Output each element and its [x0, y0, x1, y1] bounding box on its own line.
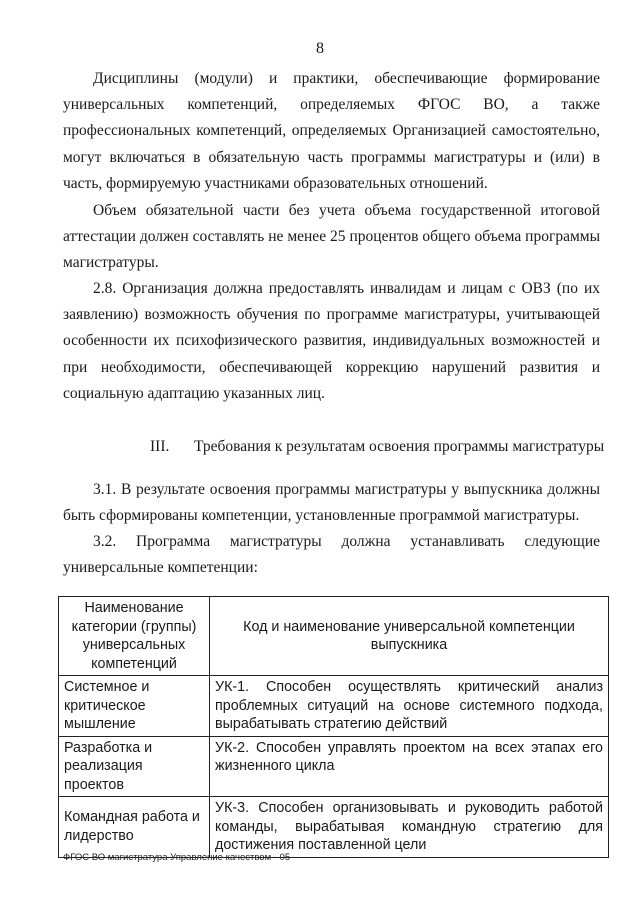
table-row [59, 797, 609, 858]
paragraph-2-8 [63, 276, 600, 407]
row-category: Системное и критическое мышление [59, 676, 210, 737]
paragraph-3-1 [63, 477, 600, 529]
competencies-table [58, 596, 609, 858]
row-competency: УК-1. Способен осуществлять критический анализ проблемных ситуаций на основе системного подхода, вырабатывать стратегию действий [210, 676, 609, 737]
paragraph-mandatory-part [63, 198, 600, 277]
section-heading [150, 438, 604, 456]
header-code: Код и наименование универсальной компетенции выпускника [210, 597, 609, 676]
section-title: Требования к результатам освоения программы магистратуры [194, 438, 605, 455]
paragraph-text: 3.1. В результате освоения программы магистратуры у выпускника должны быть сформированы компетенции, установленные программой магистратуры. [63, 481, 600, 525]
table-row [59, 736, 609, 797]
row-competency: УК-2. Способен управлять проектом на всех этапах его жизненного цикла [210, 736, 609, 797]
paragraph-text: Объем обязательной части без учета объема государственной итоговой аттестации должен составлять не менее 25 процентов общего объема программы магистратуры. [63, 202, 600, 272]
paragraph-text: Дисциплины (модули) и практики, обеспечивающие формирование универсальных компетенций, определяемых ФГОС ВО, а также профессиональных компетенций, определяемых Организацией самостоятельно, могут включаться в обязательную часть программы магистратуры и (или) в часть, формируемую участниками образовательных отношений. [63, 70, 600, 192]
row-category: Командная работа и лидерство [59, 797, 210, 858]
paragraph-text: 3.2. Программа магистратуры должна устанавливать следующие универсальные компетенции: [63, 533, 600, 577]
page-footer: ФГОС ВО магистратура Управление качеством - 05 [63, 852, 291, 863]
paragraph-3-2 [63, 529, 600, 581]
section-number: III. [150, 438, 170, 455]
table-row [59, 676, 609, 737]
page-number: 8 [316, 40, 324, 57]
row-competency: УК-3. Способен организовывать и руководить работой команды, вырабатывая командную стратегию для достижения поставленной цели [210, 797, 609, 858]
header-category: Наименование категории (группы) универсальных компетенций [59, 597, 210, 676]
paragraph-text: 2.8. Организация должна предоставлять инвалидам и лицам с ОВЗ (по их заявлению) возможность обучения по программе магистратуры, учитывающей особенности их психофизического развития, индивидуальных возможностей и при необходимости, обеспечивающей коррекцию нарушений развития и социальную адаптацию указанных лиц. [63, 280, 600, 402]
table-header-row [59, 597, 609, 676]
row-category: Разработка и реализация проектов [59, 736, 210, 797]
paragraph-disciplines [63, 66, 600, 197]
